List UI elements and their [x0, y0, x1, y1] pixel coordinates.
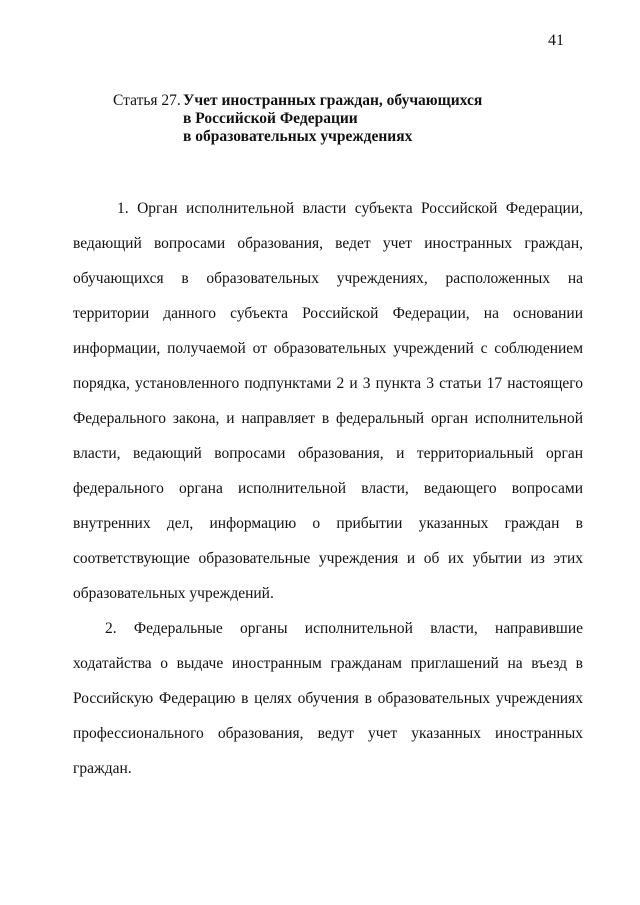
- text-line: соответствующие образовательные учреждения и об их убытии из этих: [73, 550, 583, 567]
- article-title-line: Учет иностранных граждан, обучающихся: [183, 92, 483, 109]
- article-body: [73, 198, 583, 793]
- text-line: граждан.: [73, 760, 132, 777]
- article-title: [183, 92, 482, 146]
- text-line: федерального органа исполнительной власти, ведающего вопросами: [73, 480, 583, 497]
- text-line: территории данного субъекта Российской Федерации, на основании: [73, 305, 583, 322]
- text-line: Федерального закона, и направляет в федеральный орган исполнительной: [73, 410, 583, 427]
- text-line: Российскую Федерацию в целях обучения в образовательных учреждениях: [73, 690, 583, 707]
- text-line: 1. Орган исполнительной власти субъекта Российской Федерации,: [117, 200, 583, 217]
- paragraph-1: [73, 198, 583, 618]
- text-line: ведающий вопросами образования, ведет учет иностранных граждан,: [73, 235, 583, 252]
- article-title-line: в образовательных учреждениях: [183, 128, 413, 145]
- text-line: профессионального образования, ведут учет указанных иностранных: [73, 725, 583, 742]
- text-line: ходатайства о выдаче иностранным гражданам приглашений на въезд в: [73, 655, 583, 672]
- text-line: обучающихся в образовательных учреждениях, расположенных на: [73, 270, 583, 287]
- text-line: образовательных учреждений.: [73, 585, 274, 602]
- text-line: порядка, установленного подпунктами 2 и 3 пункта 3 статьи 17 настоящего: [73, 375, 583, 392]
- article-label: Статья 27.: [113, 92, 181, 109]
- paragraph-2: [73, 618, 583, 793]
- article-title-line: в Российской Федерации: [183, 110, 358, 127]
- text-line: внутренних дел, информацию о прибытии указанных граждан в: [73, 515, 583, 532]
- text-line: 2. Федеральные органы исполнительной власти, направившие: [105, 620, 583, 637]
- text-line: информации, получаемой от образовательных учреждений с соблюдением: [73, 340, 583, 357]
- text-line: власти, ведающий вопросами образования, и территориальный орган: [73, 445, 583, 462]
- page-number: 41: [548, 32, 564, 49]
